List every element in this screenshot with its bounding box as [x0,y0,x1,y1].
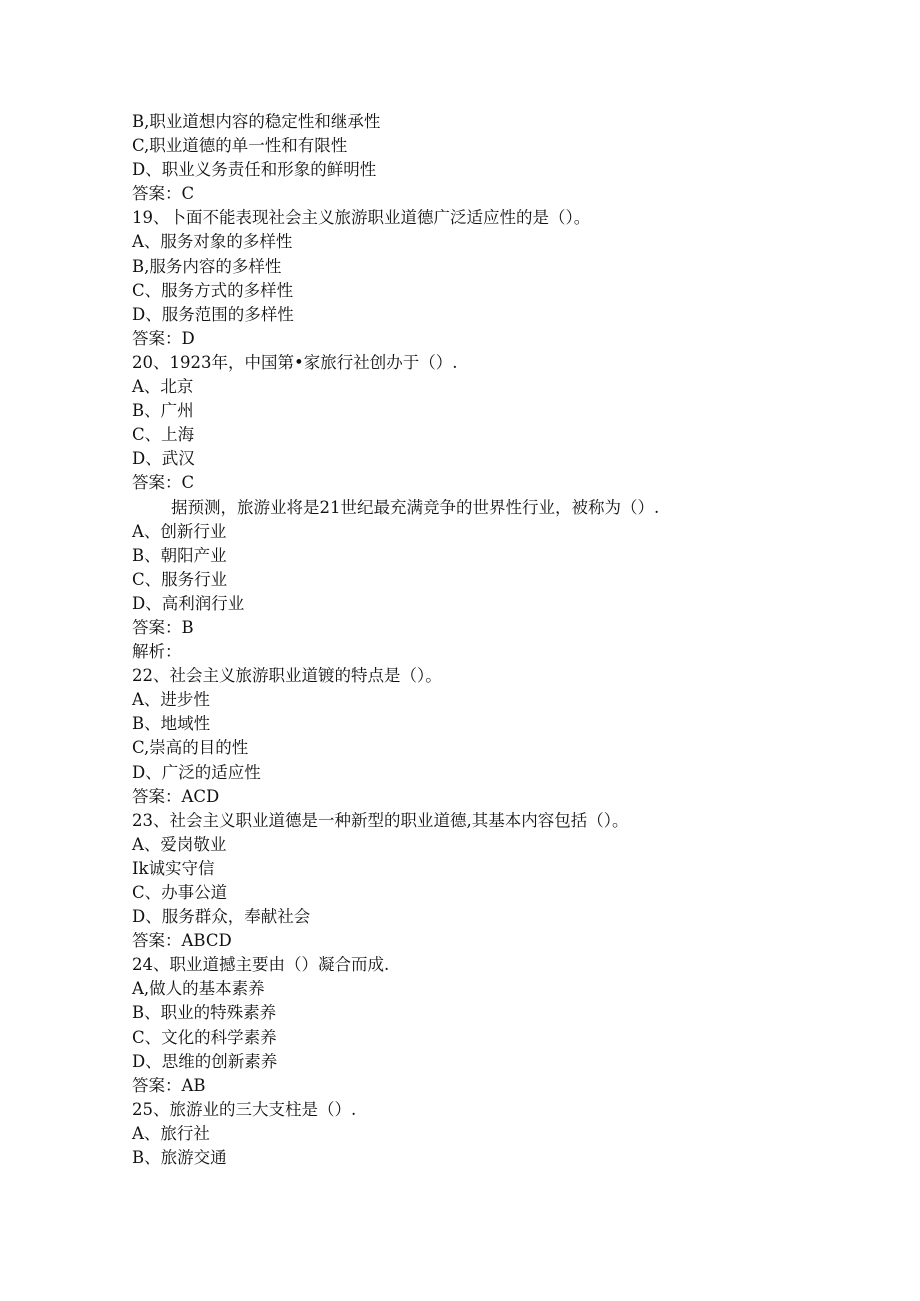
option-line: D、服务群众，奉献社会 [132,907,311,927]
answer-line: 答案：D [132,328,195,348]
option-line: D、武汉 [132,449,195,469]
option-line: A、北京 [132,377,194,397]
answer-line: 答案：C [132,473,195,493]
answer-line: 答案：ABCD [132,931,232,951]
question-21: 据预测，旅游业将是21世纪最充满竞争的世界性行业，被称为（）. [171,497,660,517]
option-line: B、广州 [132,401,194,421]
option-line: B、地域性 [132,714,211,734]
option-line: A、创新行业 [132,521,227,541]
option-line: B,职业道想内容的稳定性和继承性 [132,112,381,131]
option-line: B、朝阳产业 [132,545,227,565]
question-20: 20、1923年，中国第•家旅行社创办于（）. [132,352,458,372]
option-line: B,服务内容的多样性 [132,256,282,276]
option-line: D、广泛的适应性 [132,762,261,782]
option-line: D、服务范围的多样性 [132,304,294,324]
option-line: C、服务方式的多样性 [132,280,294,300]
option-line: D、高利润行业 [132,593,245,613]
option-line: C、办事公道 [132,883,228,902]
answer-line: 答案：ACD [132,786,220,806]
question-24: 24、职业道撼主要由（）凝合而成. [132,955,390,975]
question-25: 25、旅游业的三大支柱是（）. [132,1099,357,1119]
option-line: D、职业义务责任和形象的鲜明性 [132,160,377,180]
option-line: C、文化的科学素养 [132,1027,277,1047]
option-line: C,职业道德的单一性和有限性 [132,136,348,156]
answer-line: 答案：C [132,184,195,204]
option-line: A、进步性 [132,690,210,710]
question-22: 22、社会主义旅游职业道镀的特点是（）。 [132,666,442,686]
option-line: A、爱岗敬业 [132,834,227,854]
analysis-line: 解析： [132,642,182,662]
option-line: B、旅游交通 [132,1148,227,1168]
document-page [132,110,852,1170]
option-line: A,做人的基本素养 [132,979,265,999]
option-line: Ik诚实守信 [132,858,215,878]
answer-line: 答案：AB [132,1075,206,1095]
option-line: C、上海 [132,425,195,445]
option-line: B、职业的特殊素养 [132,1003,277,1023]
answer-line: 答案：B [132,617,194,637]
option-line: C、服务行业 [132,569,228,589]
option-line: C,崇高的目的性 [132,738,249,758]
option-line: A、服务对象的多样性 [132,232,293,252]
question-23: 23、社会主义职业道德是一种新型的职业道德,其基本内容包括（）。 [132,810,629,830]
option-line: A、旅行社 [132,1123,210,1143]
question-19: 19、卜面不能表现社会主义旅游职业道德广泛适应性的是（）。 [132,208,591,228]
option-line: D、思维的创新素养 [132,1051,278,1071]
